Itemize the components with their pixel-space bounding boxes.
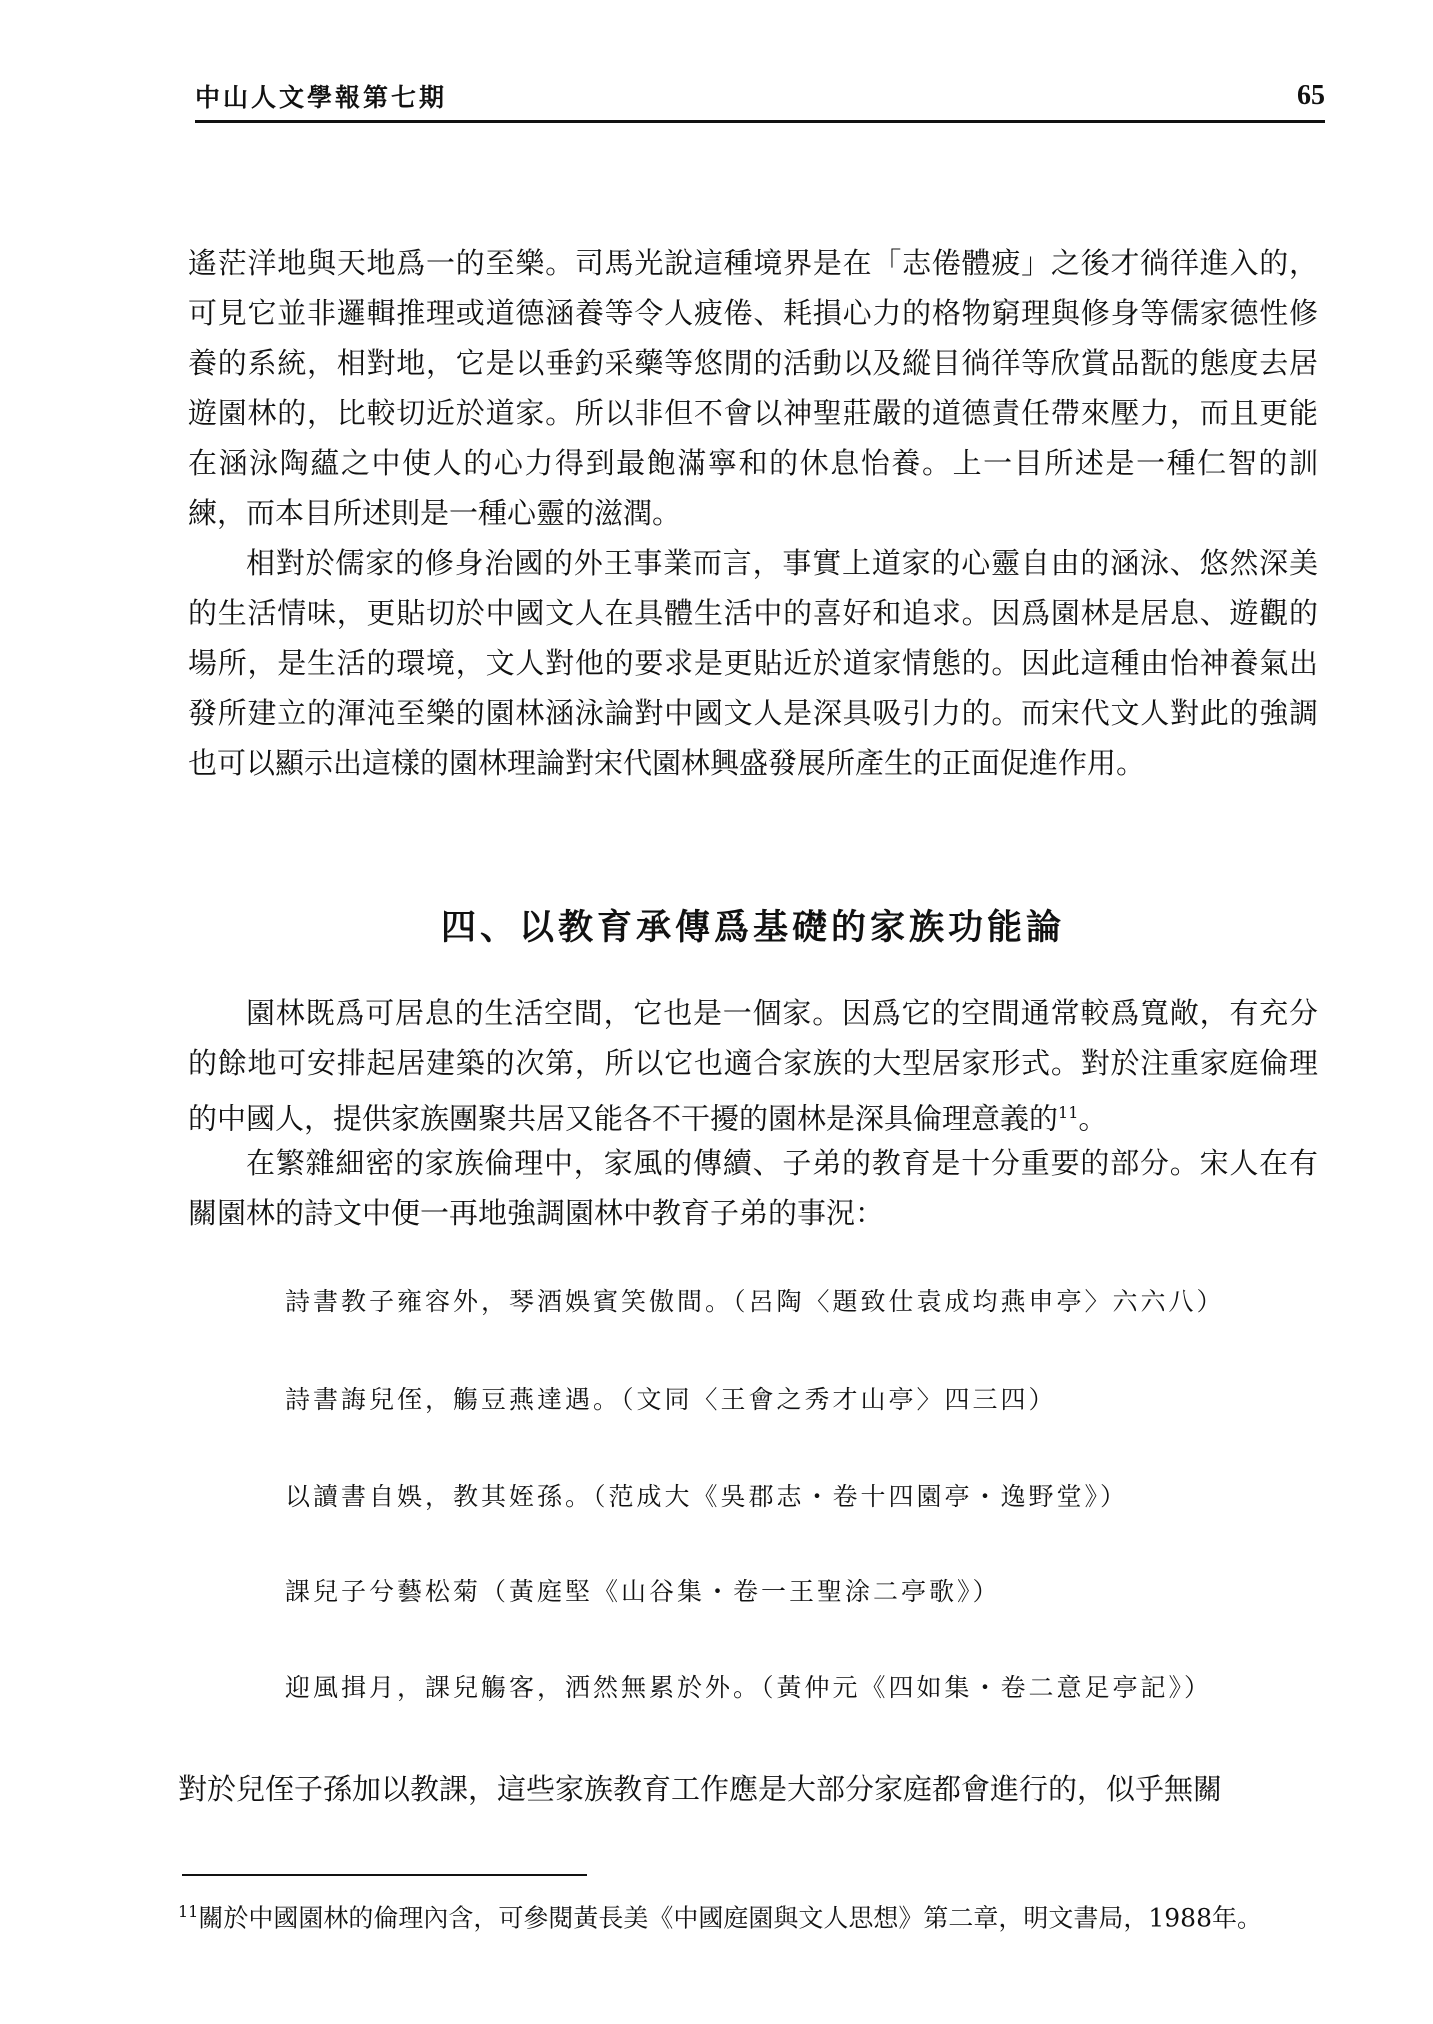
footnote xyxy=(178,1890,1318,1940)
section-paragraph-1-text: 園林既爲可居息的生活空間，它也是一個家。因爲它的空間通常較爲寬敞，有充分的餘地可安排起居建築的次第，所以它也適合家族的大型居家形式。對於注重家庭倫理的中國人，提供家族團聚共居又能各不干擾的園林是深具倫理意義的 xyxy=(188,996,1318,1136)
section-heading: 四、以教育承傳爲基礎的家族功能論 xyxy=(440,907,1065,948)
quote-line-5: 迎風揖月，課兒觴客，洒然無累於外。（黃仲元《四如集・卷二意足亭記》） xyxy=(285,1673,1213,1702)
quote-line-4: 課兒子兮藝松菊（黃庭堅《山谷集・卷一王聖涂二亭歌》） xyxy=(285,1577,1001,1606)
section-paragraph-2: 在繁雜細密的家族倫理中，家風的傳續、子弟的教育是十分重要的部分。宋人在有關園林的詩文中便一再地強調園林中教育子弟的事況： xyxy=(188,1146,1318,1230)
footnote-number: 11 xyxy=(178,1902,199,1921)
footnote-rule xyxy=(182,1874,587,1876)
section-paragraph-1-end: 。 xyxy=(1078,1101,1108,1136)
footnote-text: 關於中國園林的倫理內含，可參閱黃長美《中國庭園與文人思想》第二章，明文書局，1988年。 xyxy=(198,1903,1262,1933)
body-paragraph-1: 遙茫洋地與天地爲一的至樂。司馬光說這種境界是在「志倦體疲」之後才徜徉進入的，可見它並非邏輯推理或道德涵養等令人疲倦、耗損心力的格物窮理與修身等儒家德性修養的系統，相對地，它是以垂釣采藥等悠閒的活動以及縱目徜徉等欣賞品翫的態度去居遊園林的，比較切近於道家。所以非但不會以神聖莊嚴的道德責任帶來壓力，而且更能在涵泳陶蘊之中使人的心力得到最飽滿寧和的休息怡養。上一目所述是一種仁智的訓練，而本目所述則是一種心靈的滋潤。 xyxy=(188,246,1318,530)
section-paragraph-1 xyxy=(188,988,1318,1144)
body-paragraph-2: 相對於儒家的修身治國的外王事業而言，事實上道家的心靈自由的涵泳、悠然深美的生活情味，更貼切於中國文人在具體生活中的喜好和追求。因爲園林是居息、遊觀的場所，是生活的環境，文人對他的要求是更貼近於道家情態的。因此這種由怡神養氣出發所建立的渾沌至樂的園林涵泳論對中國文人是深具吸引力的。而宋代文人對此的強調也可以顯示出這樣的園林理論對宋代園林興盛發展所產生的正面促進作用。 xyxy=(188,546,1318,780)
header-rule xyxy=(195,120,1325,123)
quote-line-1: 詩書教子雍容外，琴酒娛賓笑傲間。（呂陶〈題致仕袁成均燕申亭〉六六八） xyxy=(285,1287,1225,1316)
quote-line-3: 以讀書自娛，教其姪孫。（范成大《吳郡志・卷十四園亭・逸野堂》） xyxy=(285,1482,1129,1511)
page-number: 65 xyxy=(1297,80,1325,111)
footnote-reference: 11 xyxy=(1058,1103,1079,1122)
closing-line: 對於兒侄子孫加以教課，這些家族教育工作應是大部分家庭都會進行的，似乎無關 xyxy=(178,1772,1223,1806)
quote-line-2: 詩書誨兒侄，觴豆燕達遇。（文同〈王會之秀才山亭〉四三四） xyxy=(285,1385,1057,1414)
running-header xyxy=(195,72,1325,124)
journal-title: 中山人文學報第七期 xyxy=(195,83,448,112)
